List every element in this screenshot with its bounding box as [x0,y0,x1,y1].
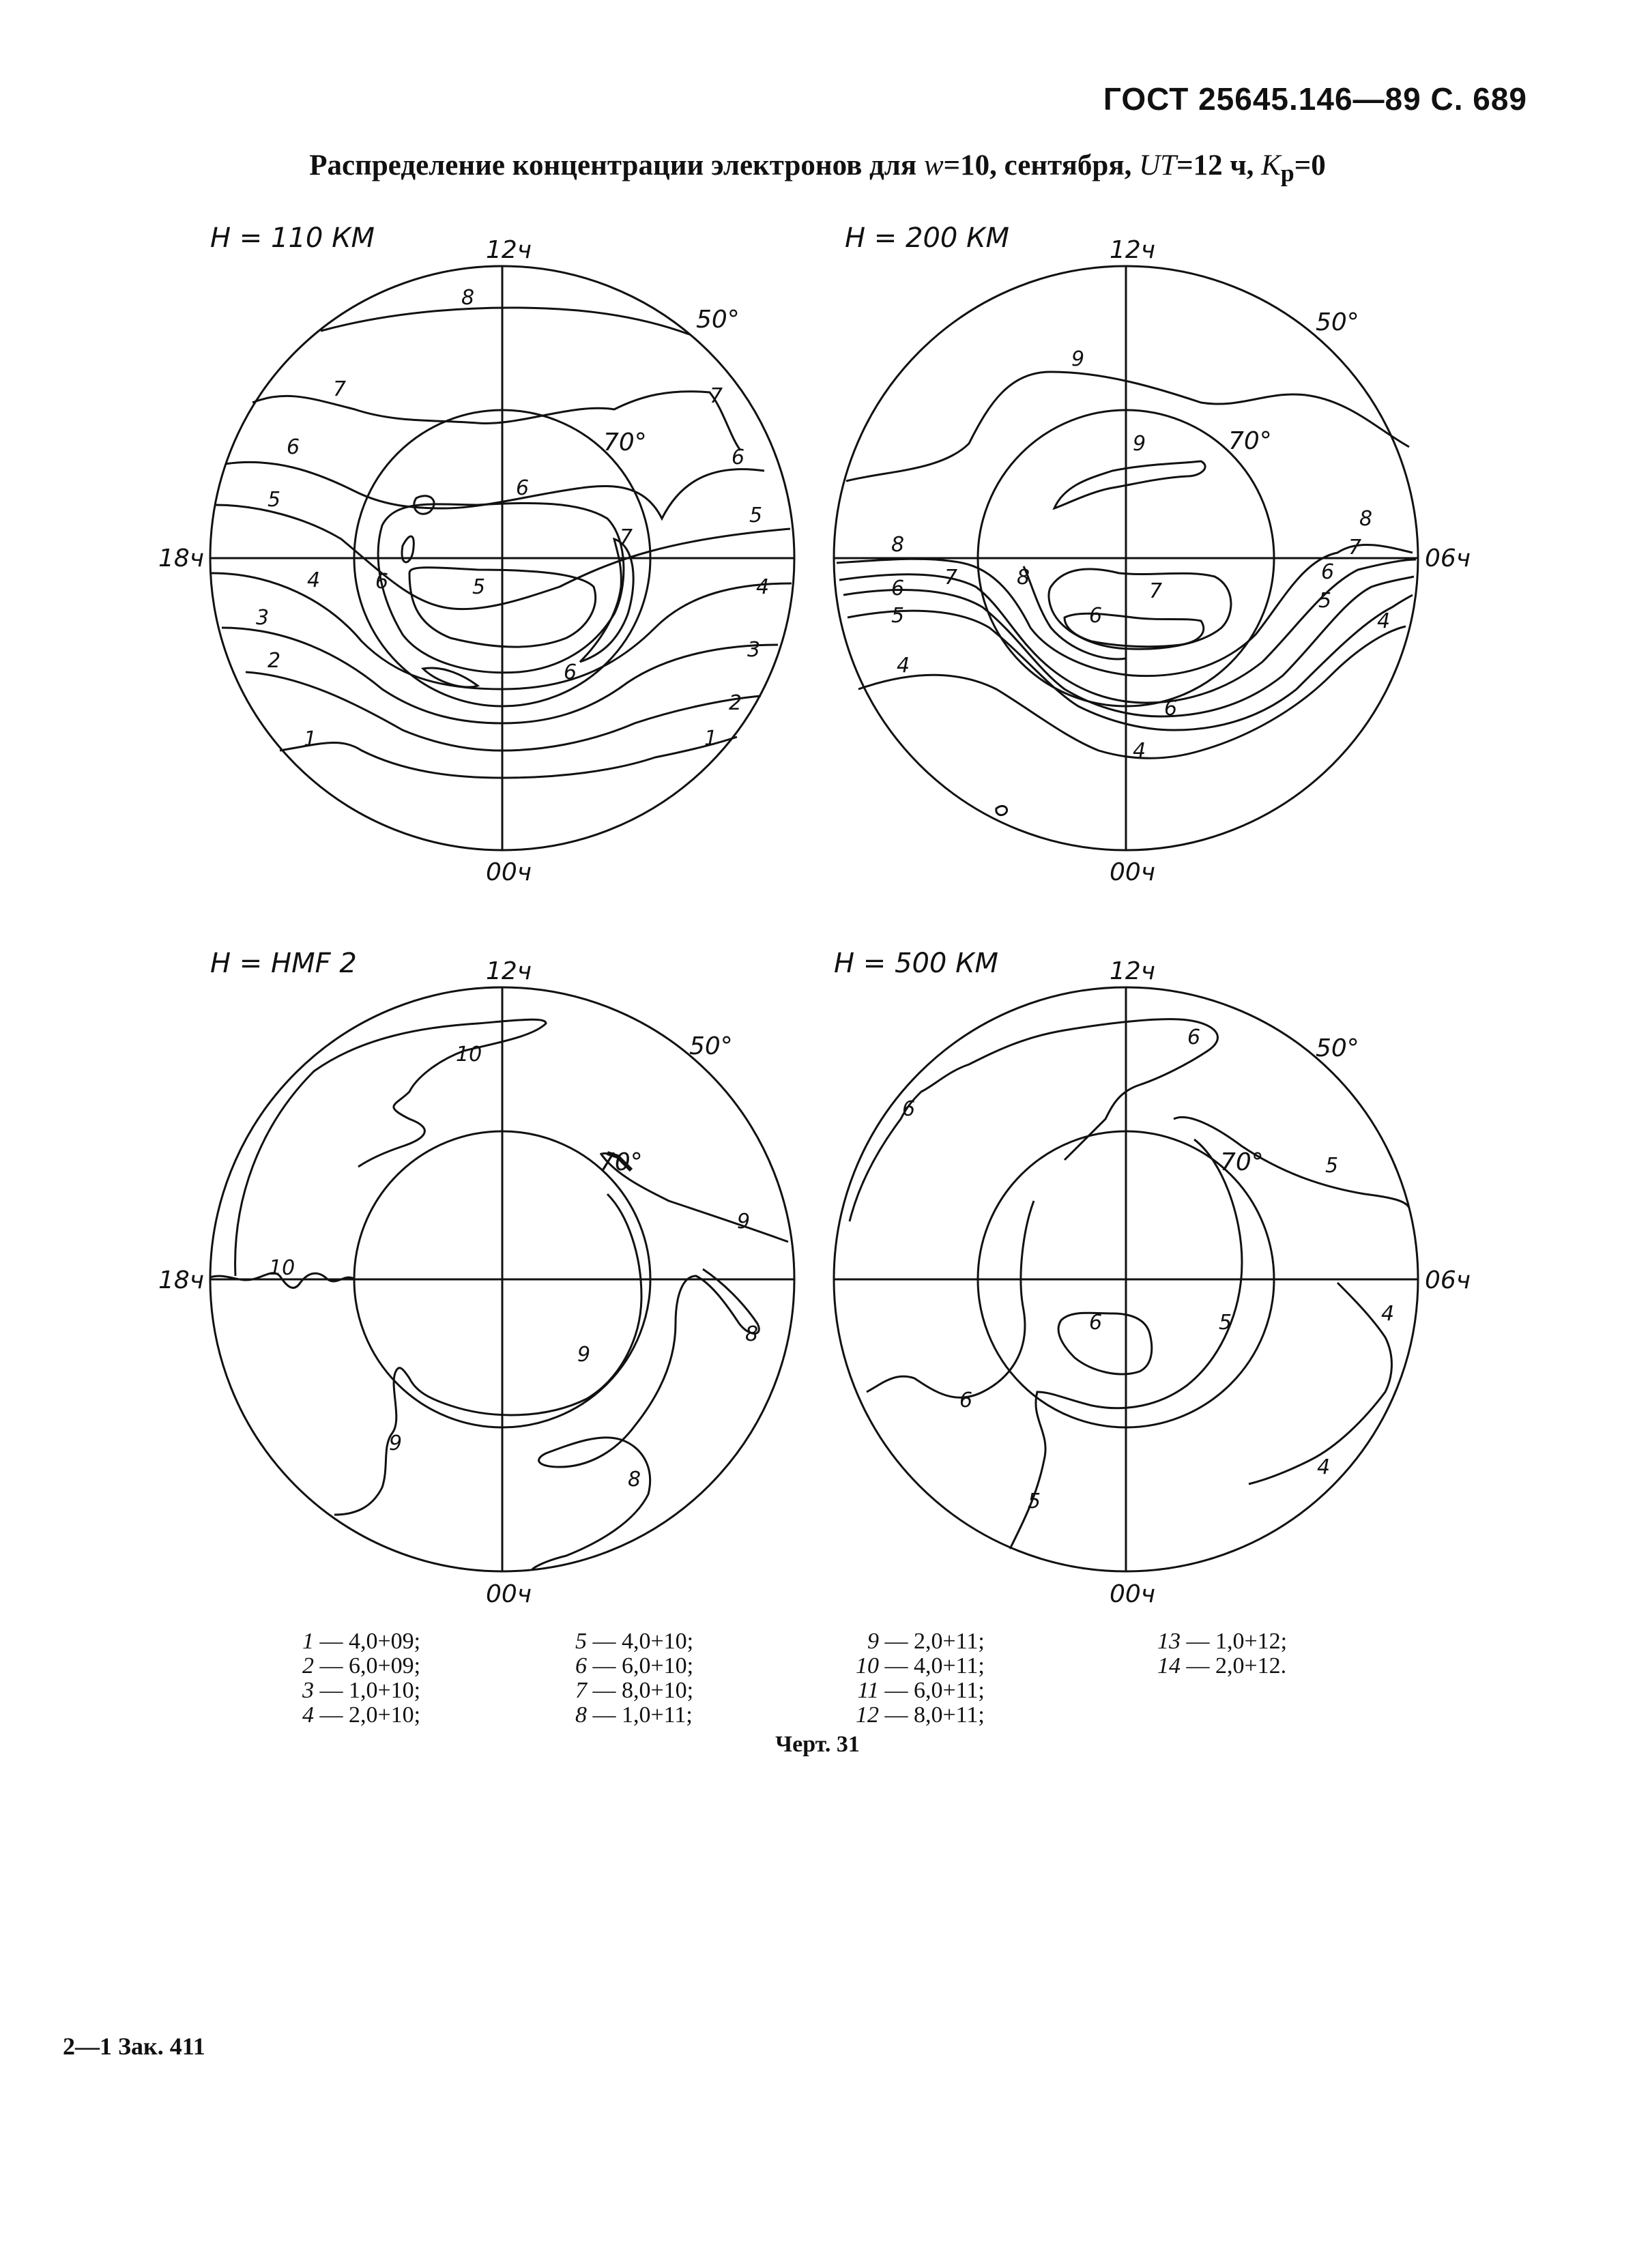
p2-label-6-bottom: 6 [1164,697,1178,721]
p3-label-8-lower: 8 [628,1468,641,1492]
panel-110km-lat-outer: 50° [696,306,740,334]
panel-500km-contour-6-loop [1058,1313,1152,1374]
p2-label-7-left: 7 [944,566,958,590]
panel-hmf2-contour-labels [269,1043,758,1492]
p2-label-6-left: 6 [891,577,905,600]
panel-200km-lat-inner: 70° [1228,427,1272,455]
p3-label-9-inner: 9 [577,1343,591,1367]
panel-500km-height-label: H = 500 КМ [834,948,998,979]
panel-hmf2-contour-10 [235,1019,546,1276]
panel-110km [210,266,794,850]
panel-hmf2-time-left: 18ч [158,1266,205,1294]
panel-110km-contour-6-bottom [423,668,478,687]
legend-item: 12 — 8,0+11; [856,1702,985,1728]
panel-200km-contour-small [996,806,1007,815]
p2-label-9: 9 [1071,347,1085,371]
legend-item: 4 — 2,0+10; [302,1702,421,1728]
panel-110km-contour-8 [321,308,689,334]
p4-label-6-left: 6 [902,1097,916,1121]
p4-label-5-right: 5 [1325,1154,1339,1178]
p3-label-10-left: 10 [269,1256,295,1280]
legend-column-4 [1153,1629,1287,1678]
p1-label-6-right: 6 [732,446,745,469]
panel-hmf2-height-label: H = HMF 2 [210,948,357,979]
legend-column-2 [560,1629,693,1728]
p2-label-5-right: 5 [1318,589,1332,613]
p1-label-3-left: 3 [256,606,270,630]
p1-label-4-left: 4 [307,568,321,592]
figure-caption: Черт. 31 [775,1732,860,1757]
p1-label-7-left: 7 [333,377,347,401]
panel-500km-time-bottom: 00ч [1110,1580,1156,1608]
panel-500km-time-top: 12ч [1110,957,1156,985]
legend-item: 8 — 1,0+11; [575,1702,693,1728]
p1-label-7-inner: 7 [620,525,633,549]
p1-label-1-right: 1 [704,727,718,751]
p1-label-5-right: 5 [749,504,763,527]
panel-hmf2-time-bottom: 00ч [486,1580,532,1608]
p2-label-7-inner: 7 [1149,579,1163,603]
panel-200km-contour-9-inner [1054,461,1205,508]
title-kp-subscript: p [1280,159,1294,187]
panel-hmf2-contour-9-inner [334,1194,641,1515]
panel-110km-contour-3 [222,628,778,723]
p2-label-4-bottom: 4 [1133,739,1146,763]
legend-item: 10 — 4,0+11; [856,1653,985,1678]
p1-label-2-left: 2 [267,649,281,673]
p1-label-7-right: 7 [710,384,723,408]
title-ut-rest: =12 ч, [1176,149,1262,181]
panel-200km-contour-5 [848,595,1413,730]
p2-label-6-right: 6 [1321,560,1335,584]
panel-200km-time-right: 06ч [1425,544,1471,572]
p1-label-8: 8 [461,286,475,310]
legend-column-3 [852,1629,985,1728]
panel-500km-lat-inner: 70° [1220,1148,1264,1176]
panel-200km-time-bottom: 00ч [1110,858,1156,886]
panel-200km-contour-7-inner [1049,569,1231,649]
panel-110km-contour-7 [252,392,740,450]
panel-110km-contour-6 [225,462,764,519]
panel-200km-lat-outer: 50° [1316,308,1359,336]
p2-label-4-right: 4 [1377,609,1391,633]
panel-500km-contour-6-inner [867,1201,1034,1397]
p2-label-9-inner: 9 [1133,432,1146,456]
p1-label-1-left: 1 [304,727,317,751]
panel-110km-time-bottom: 00ч [486,858,532,886]
panel-500km-lat-outer: 50° [1316,1034,1359,1062]
p2-label-8-right: 8 [1359,507,1373,531]
p4-label-5-inner: 5 [1219,1311,1232,1335]
panel-110km-height-label: H = 110 КМ [210,222,375,254]
p4-label-6-top: 6 [1187,1026,1201,1049]
panel-200km-contour-labels [891,347,1390,763]
p2-label-7-right: 7 [1348,536,1362,559]
p1-label-6-inner-bottom: 6 [564,660,577,684]
p1-label-5-left: 5 [267,488,281,512]
legend-item: 14 — 2,0+12. [1157,1653,1287,1678]
legend-item: 2 — 6,0+09; [302,1653,421,1678]
panel-200km [834,266,1418,850]
page-header: ГОСТ 25645.146—89 С. 689 [1103,81,1527,117]
p3-label-9-right: 9 [737,1210,751,1234]
p4-label-6-lower: 6 [959,1389,973,1412]
p2-label-8-inner: 8 [1017,566,1030,590]
panel-500km-time-right: 06ч [1425,1266,1471,1294]
p2-label-8-left: 8 [891,533,905,557]
panel-110km-lat-inner: 70° [603,428,647,456]
panel-500km [834,987,1418,1571]
panel-hmf2-lat-outer: 50° [689,1032,733,1060]
legend-item: 9 — 2,0+11; [867,1629,985,1654]
legend-item: 7 — 8,0+10; [575,1678,694,1703]
legend-item: 13 — 1,0+12; [1157,1629,1288,1654]
p4-label-5-lower: 5 [1028,1489,1041,1513]
panel-110km-contour-labels [256,286,769,751]
p4-label-4-lower: 4 [1317,1455,1331,1479]
legend-column-1 [287,1629,420,1728]
panel-110km-contour-1 [280,737,737,778]
p1-label-5-inner: 5 [472,575,486,599]
p1-label-6-inner-left: 6 [375,570,389,594]
p3-label-8-right: 8 [745,1322,759,1346]
panel-hmf2-lat-inner: 70° [599,1148,643,1176]
p2-label-4-left: 4 [897,654,910,678]
p1-label-2-right: 2 [729,691,742,715]
title-kp-rest: =0 [1294,149,1326,181]
legend-item: 1 — 4,0+09; [302,1629,421,1654]
panel-200km-time-top: 12ч [1110,236,1156,264]
panel-200km-contour-9 [846,372,1409,481]
panel-hmf2 [210,987,794,1571]
legend-item: 6 — 6,0+10; [575,1653,694,1678]
p2-label-6-inner: 6 [1089,604,1103,628]
p1-label-6-left: 6 [287,435,300,459]
p1-label-4-right: 4 [756,575,770,599]
panel-hmf2-time-top: 12ч [486,957,532,985]
p3-label-9-lower: 9 [389,1431,403,1455]
page-footer: 2—1 Зак. 411 [63,2033,205,2060]
title-rest: =10, сентября, [943,149,1140,181]
p3-label-10-top: 10 [456,1043,482,1066]
p2-label-5-left: 5 [891,604,905,628]
panel-500km-contour-5 [1174,1117,1409,1208]
panel-110km-time-left: 18ч [158,544,205,572]
p1-label-3-right: 3 [747,638,761,662]
legend-item: 5 — 4,0+10; [575,1629,694,1654]
title-kp-symbol: K [1261,149,1281,181]
panel-200km-contour-6-inner [1065,613,1204,646]
panel-200km-height-label: H = 200 КМ [845,222,1009,254]
legend-item: 3 — 1,0+10; [302,1678,421,1703]
title-w-symbol: w [923,149,944,181]
panel-110km-time-top: 12ч [486,236,532,264]
p4-label-6-inner: 6 [1089,1311,1103,1335]
p1-label-6-inner: 6 [516,476,530,500]
title-ut-symbol: UT [1139,149,1177,181]
legend-item: 11 — 6,0+11; [857,1678,985,1703]
panel-500km-contour-labels [902,1026,1394,1513]
title-prefix: Распределение концентрации электронов для [309,149,924,181]
p4-label-4-right: 4 [1381,1302,1395,1326]
